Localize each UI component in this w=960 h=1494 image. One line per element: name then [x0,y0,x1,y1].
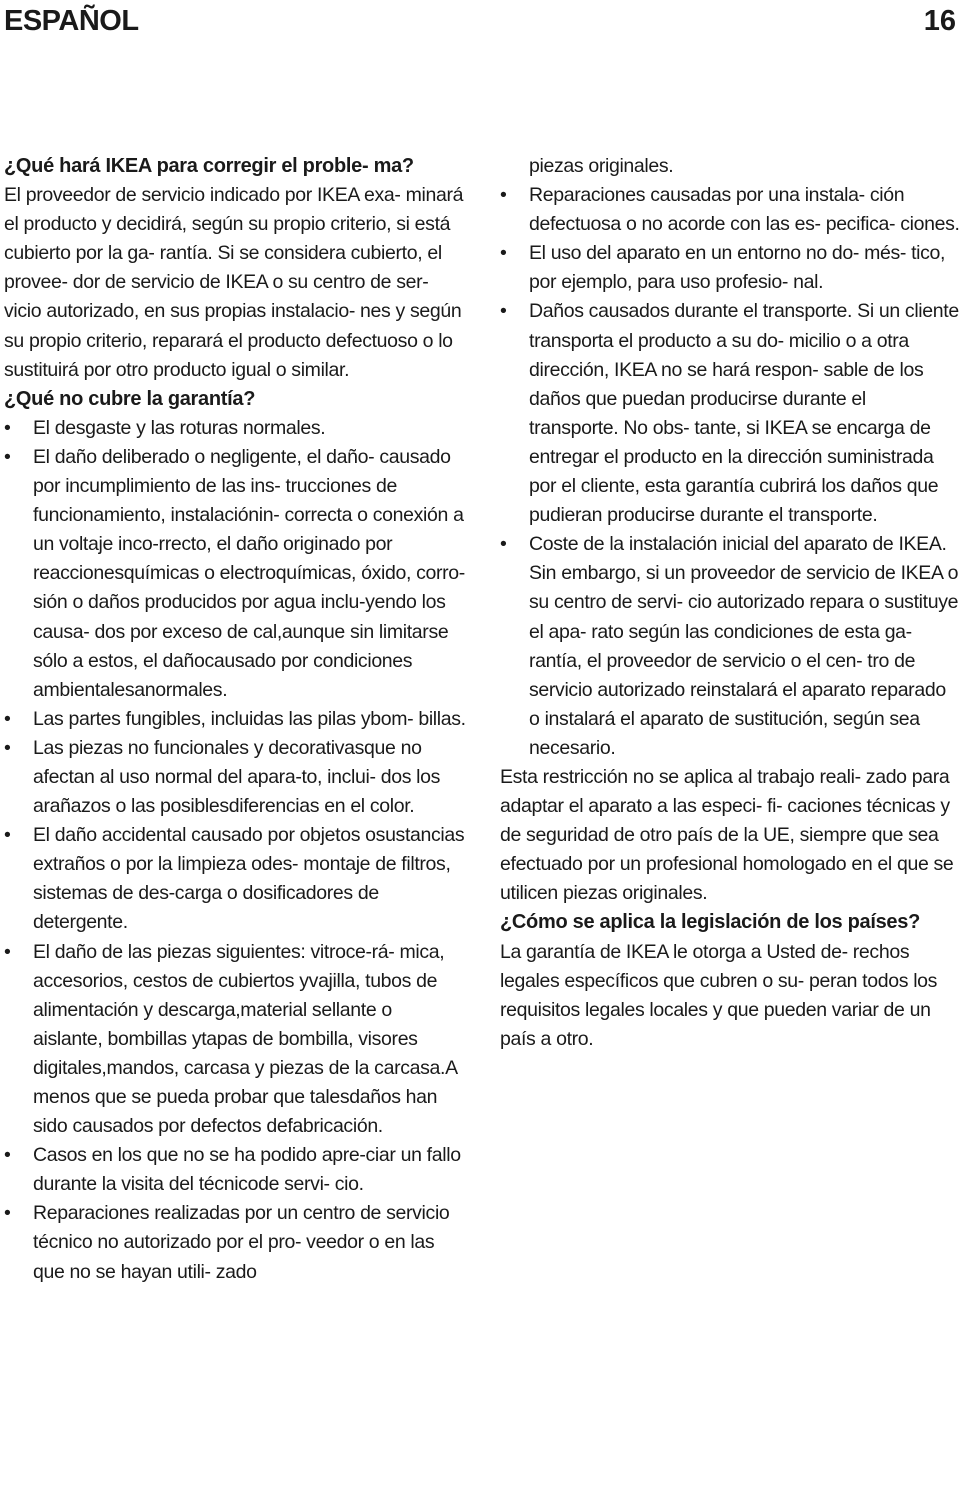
not-covered-list-continued [500,152,960,763]
list-item-continuation: piezas originales. [529,155,674,177]
list-item: • Reparaciones causadas por una instala- ción defectuosa o no acorde con las es- pecifica- ciones. [500,181,960,239]
page-header [0,0,960,44]
heading-not-covered: ¿Qué no cubre la garantía? [4,387,256,410]
list-item: • El daño de las piezas siguientes: vitroce-rá- mica, accesorios, cestos de cubiertos yvajilla, tubos de alimentación y descarga,material sellante o aislante, bombillas ytapas de bombilla, visores digitales,mandos, carcasa y piezas de la carcasa.A menos que se pueda probar que talesdaños han sido causados por defectos defabricación. [4,938,466,1142]
heading-legislation: ¿Cómo se aplica la legislación de los países? [500,911,920,934]
list-item: • Reparaciones realizadas por un centro de servicio técnico no autorizado por el pro- veedor o en las que no se hayan utili- zado [4,1199,466,1286]
right-column [500,152,960,1054]
paragraph-restriction: Esta restricción no se aplica al trabajo reali- zado para adaptar el aparato a las especi- fi- caciones técnicas y de seguridad de otro país de la UE, siempre que sea efectuado por un profesional homologado en el que se utilicen piezas originales. [500,765,954,905]
language-title: ESPAÑOL [4,5,139,37]
page-number: 16 [923,5,956,37]
not-covered-list [4,414,466,1287]
list-item: • Las partes fungibles, incluidas las pilas ybom- billas. [4,705,466,734]
heading-fix-problem: ¿Qué hará IKEA para corregir el proble- ma? [4,155,414,177]
paragraph-legislation: La garantía de IKEA le otorga a Usted de- rechos legales específicos que cubren o su- peran todos los requisitos legales locales y que pueden variar de un país a otro. [500,940,938,1050]
list-item: • El desgaste y las roturas normales. [4,414,466,443]
list-item: • Casos en los que no se ha podido apre-ciar un fallo durante la visita del técnicode servi- cio. [4,1141,466,1199]
left-column [4,152,466,1287]
paragraph-fix-problem: El proveedor de servicio indicado por IKEA exa- minará el producto y decidirá, según su propio criterio, si está cubierto por la ga- rantía. Si se considera cubierto, el provee- dor de servicio de IKEA o su centro de ser- vicio autorizado, en sus propias instalacio- nes y según su propio criterio, reparará el producto defectuoso o lo sustituirá por otro producto igual o similar. [4,184,464,381]
list-item: • Las piezas no funcionales y decorativasque no afectan al uso normal del apara-to, inclui- dos los arañazos o las posiblesdiferencias en el color. [4,734,466,821]
list-item: • El uso del aparato en un entorno no do- més- tico, por ejemplo, para uso profesio- nal. [500,239,960,297]
list-item: • El daño accidental causado por objetos osustancias extraños o por la limpieza odes- montaje de filtros, sistemas de des-carga o dosificadores de detergente. [4,821,466,937]
list-item: • Coste de la instalación inicial del aparato de IKEA. Sin embargo, si un proveedor de servicio de IKEA o su centro de servi- cio autorizado repara o sustituye el apa- rato según las condiciones de esta ga- rantía, el proveedor de servicio o el cen- tro de servicio autorizado reinstalará el aparato reparado o instalará el aparato de sustitución, según sea necesario. [500,530,960,763]
list-item: • Daños causados durante el transporte. Si un cliente transporta el producto a su do- micilio o a otra dirección, IKEA no se hará respon- sable de los daños que puedan producirse durante el transporte. No obs- tante, si IKEA se encarga de entregar el producto en la dirección suministrada por el cliente, esta garantía cubrirá los daños que pudieran producirse durante el transporte. [500,297,960,530]
list-item: • El daño deliberado o negligente, el daño- causado por incumplimiento de las ins- trucciones de funcionamiento, instalaciónin- correcta o conexión a un voltaje inco-rrecto, el daño originado por reaccionesquímicas o electroquímicas, óxido, corro-sión o daños producidos por agua inclu-yendo los causa- dos por exceso de cal,aunque sin limitarse sólo a estos, el dañocausado por condiciones ambientalesanormales. [4,443,466,705]
